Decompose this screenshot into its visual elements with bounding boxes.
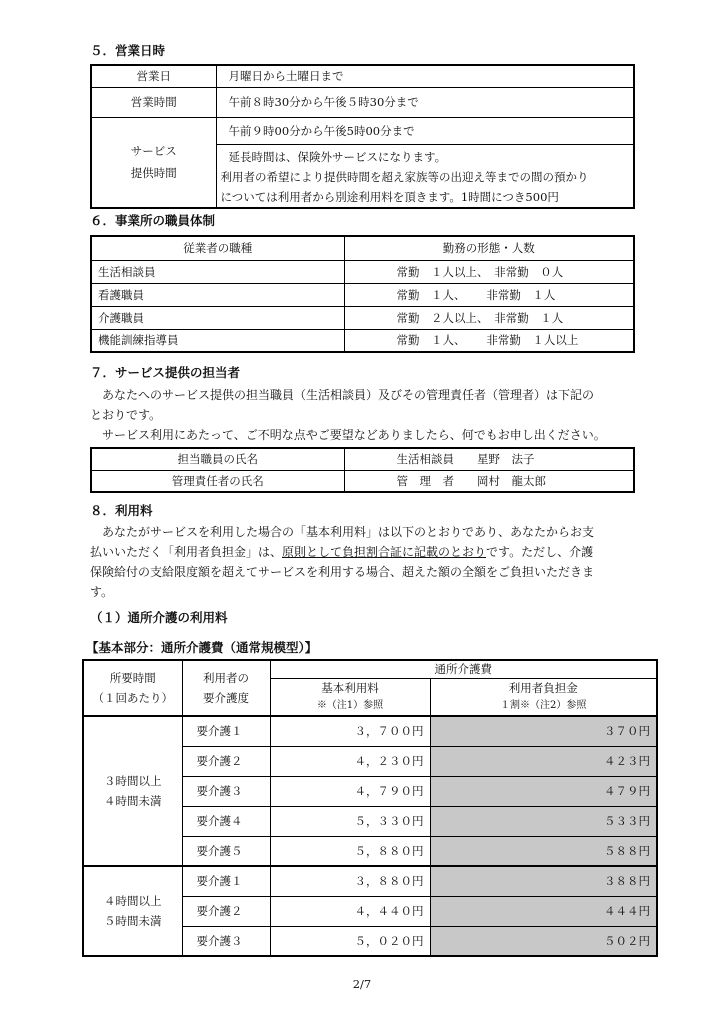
- user-fee: ５３３円: [430, 806, 657, 836]
- time-band-line1: ３時間以上: [104, 774, 162, 788]
- base-fee: ４，４４０円: [270, 896, 430, 926]
- section-8-line-2: [90, 542, 635, 562]
- base-fee: ５，０２０円: [270, 926, 430, 956]
- section-7-line-3: サービス利用にあたって、ご不明な点やご要望などありましたら、何でもお申し出ください。: [90, 428, 606, 442]
- base-fee: ４，７９０円: [270, 776, 430, 806]
- fee-header-level-line1: 利用者の: [203, 671, 249, 685]
- care-level: 要介護５: [182, 836, 270, 866]
- care-level: 要介護３: [182, 776, 270, 806]
- staff-form: 常勤 １人以上、 非常勤 ０人: [344, 260, 634, 283]
- fee-header-time: [83, 660, 182, 716]
- user-fee: ４７９円: [430, 776, 657, 806]
- user-fee: ３８８円: [430, 866, 657, 896]
- staff-form: 常勤 １人、 非常勤 １人以上: [396, 333, 579, 348]
- fee-header-user-title: 利用者負担金: [508, 680, 578, 695]
- business-day-label: 営業日: [91, 65, 216, 87]
- business-hours-label: 営業時間: [91, 87, 216, 117]
- fee-table: [82, 659, 658, 957]
- fee-header-base-title: 基本利用料: [321, 680, 379, 695]
- business-hours-table: [90, 64, 635, 209]
- fee-header-user: [430, 678, 657, 716]
- time-band: [83, 866, 182, 956]
- service-time-label-line2: 提供時間: [130, 166, 177, 180]
- time-band: [83, 716, 182, 866]
- section-8-line-3: 保険給付の支給限度額を超えてサービスを利用する場合、超えた額の全額をご負担いただきま: [90, 565, 595, 579]
- care-level: 要介護２: [182, 896, 270, 926]
- care-level: 要介護２: [182, 746, 270, 776]
- staff-job: 看護職員: [91, 283, 344, 306]
- service-time-label-line1: サービス: [130, 144, 177, 158]
- section-8-text: [90, 522, 635, 602]
- care-level: 要介護１: [182, 866, 270, 896]
- service-time-value: 午前９時00分から午後5時00分まで: [217, 118, 634, 145]
- manager-name-label: 管理責任者の氏名: [91, 470, 344, 492]
- staff-job: 介護職員: [91, 306, 344, 329]
- fee-header-time-line1: 所要時間: [109, 671, 156, 685]
- staff-job: 生活相談員: [91, 260, 344, 283]
- time-band-line1: ４時間以上: [104, 894, 162, 908]
- service-time-label: [91, 117, 216, 208]
- section-7-text: [90, 385, 635, 445]
- fee-header-base: [270, 678, 430, 716]
- time-band-line2: ５時間未満: [104, 914, 162, 928]
- section-5-heading: ５．営業日時: [90, 43, 166, 58]
- staff-table: [90, 235, 635, 353]
- extension-detail-1: 利用者の希望により提供時間を超え家族等の出迎え等までの間の預かり: [220, 169, 589, 184]
- staff-form: 常勤 １人、 非常勤 １人: [344, 283, 634, 306]
- extension-note: 延長時間は、保険外サービスになります。: [228, 149, 447, 164]
- fee-header-user-note: １割※（注2）参照: [500, 699, 587, 711]
- section-8-line-2a: 払いいただく「利用者負担金」は、: [90, 545, 283, 559]
- user-fee: ５８８円: [430, 836, 657, 866]
- staff-form: 常勤 ２人以上、 非常勤 １人: [344, 306, 634, 329]
- section-8-heading: ８．利用料: [90, 503, 153, 518]
- section-6-heading: ６．事業所の職員体制: [90, 213, 216, 228]
- base-fee: ３，７００円: [270, 716, 430, 746]
- user-fee: ４４４円: [430, 896, 657, 926]
- fee-header-level-line2: 要介護度: [203, 691, 249, 705]
- fee-header-base-note: ※（注1）参照: [316, 699, 384, 711]
- base-fee: ３，８８０円: [270, 866, 430, 896]
- staff-name-label: 担当職員の氏名: [91, 448, 344, 470]
- extension-detail-2: については利用者から別途利用料を頂きます。1時間につき500円: [220, 189, 559, 204]
- section-7-heading: ７．サービス提供の担当者: [90, 365, 241, 380]
- fee-header-level: [182, 660, 270, 716]
- page-number: 2/7: [352, 977, 372, 991]
- fee-header-group: 通所介護費: [270, 660, 657, 678]
- base-fee: ５，３３０円: [270, 806, 430, 836]
- fee-header-time-line2: （１回あたり）: [92, 691, 173, 705]
- section-8-line-4: す。: [90, 585, 114, 599]
- staff-job: 機能訓練指導員: [91, 329, 344, 352]
- staff-in-charge-table: [90, 447, 635, 493]
- time-band-line2: ４時間未満: [104, 794, 162, 808]
- base-fee: ５，８８０円: [270, 836, 430, 866]
- manager-name-value: 管 理 者 岡村 龍太郎: [396, 473, 546, 488]
- user-fee: ５０２円: [430, 926, 657, 956]
- business-hours-value: 午前８時30分から午後５時30分まで: [216, 87, 634, 117]
- service-time-notes: [217, 145, 634, 207]
- care-level: 要介護１: [182, 716, 270, 746]
- section-8-line-1: あなたがサービスを利用した場合の「基本利用料」は以下のとおりであり、あなたからお支: [90, 525, 595, 539]
- user-fee: ４２３円: [430, 746, 657, 776]
- care-level: 要介護４: [182, 806, 270, 836]
- care-level: 要介護３: [182, 926, 270, 956]
- section-7-line-2: とおりです。: [90, 408, 162, 422]
- staff-name-value: 生活相談員 星野 法子: [344, 448, 634, 470]
- base-fee: ４，２３０円: [270, 746, 430, 776]
- section-7-line-1: あなたへのサービス提供の担当職員（生活相談員）及びその管理責任者（管理者）は下記の: [90, 388, 595, 402]
- staff-header-job: 従業者の職種: [91, 236, 344, 260]
- staff-header-form: 勤務の形態・人数: [344, 236, 634, 260]
- basic-fee-heading: 【基本部分：通所介護費（通常規模型）】: [86, 640, 318, 655]
- day-care-fee-heading: （１）通所介護の利用料: [90, 610, 228, 625]
- user-fee: ３７０円: [430, 716, 657, 746]
- section-8-line-2b: です。ただし、介護: [486, 545, 594, 559]
- service-time-cell: [216, 117, 634, 208]
- business-day-value: 月曜日から土曜日まで: [216, 65, 634, 87]
- burden-ratio-note: 原則として負担割合証に記載のとおり: [282, 545, 487, 559]
